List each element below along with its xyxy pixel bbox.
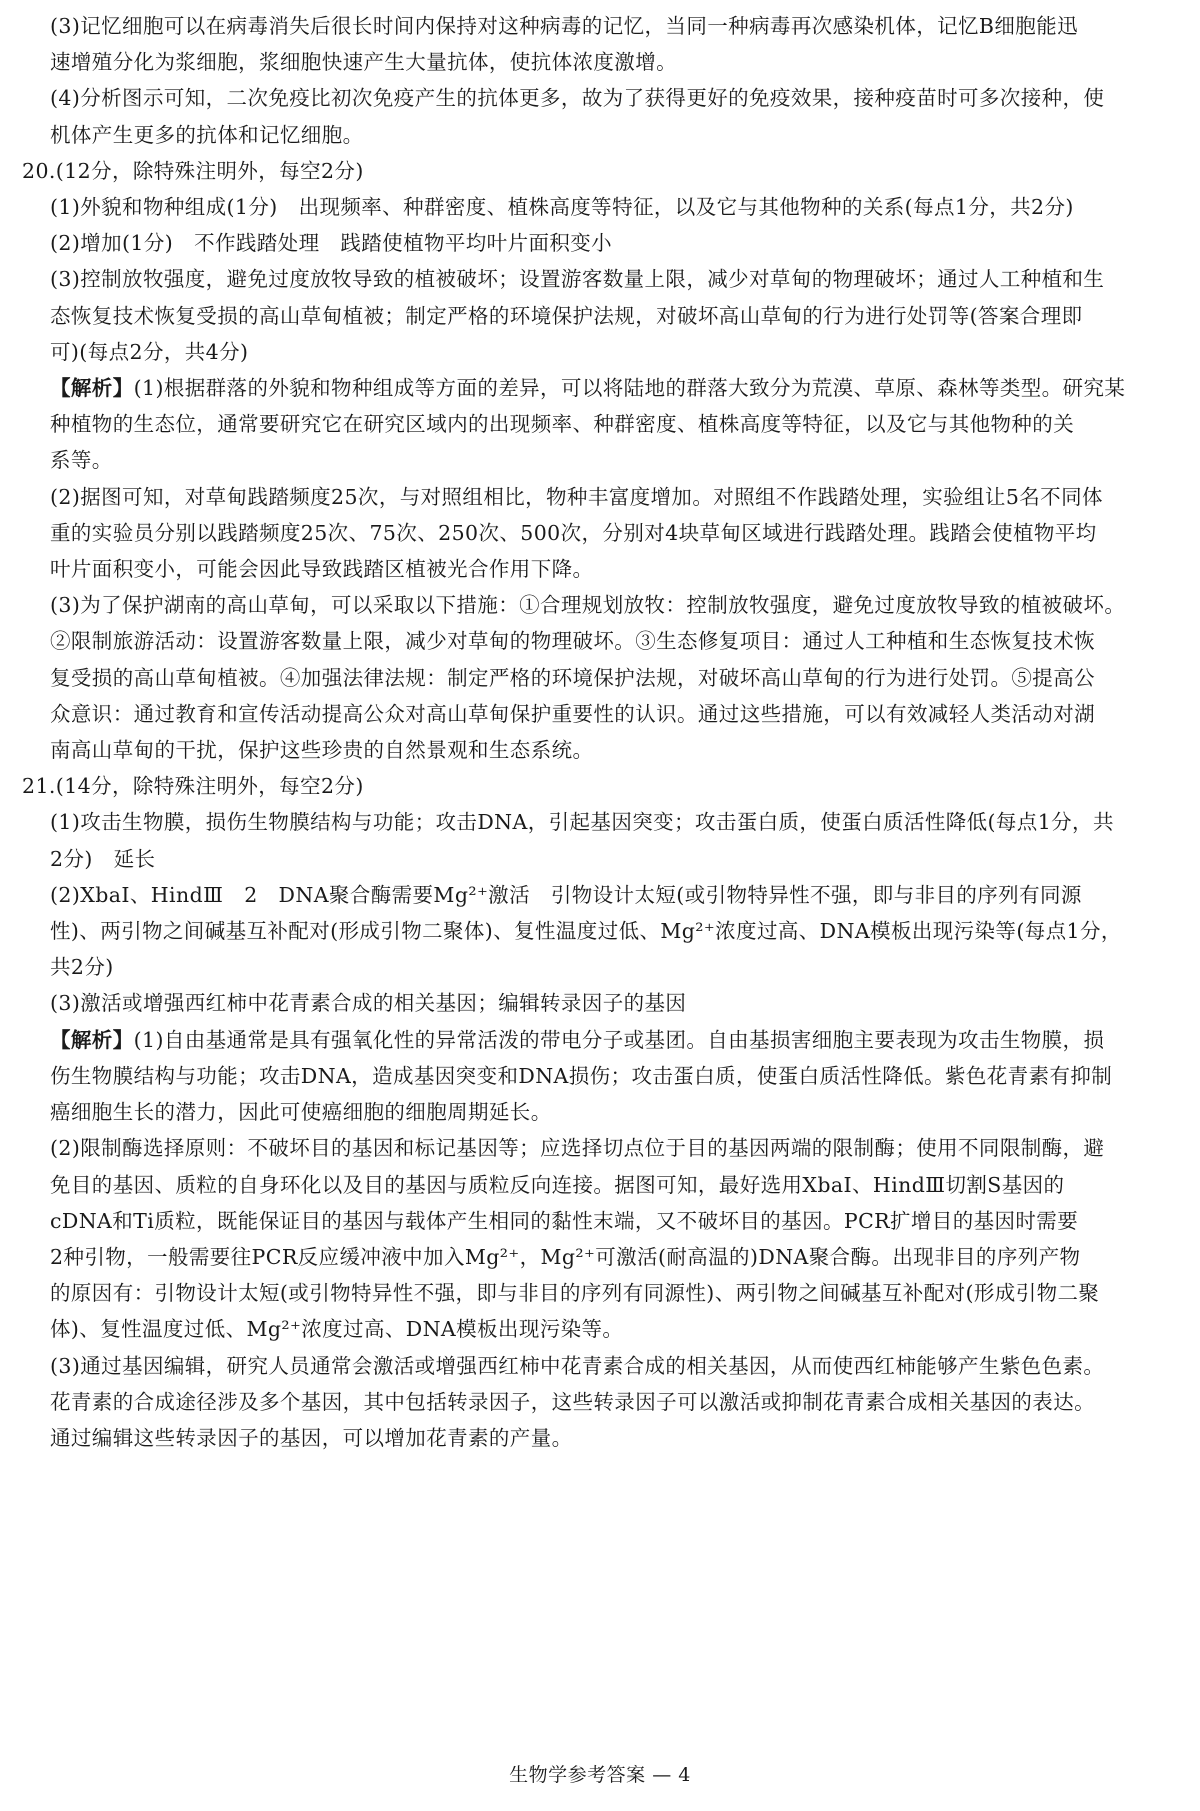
line-text: (4)分析图示可知，二次免疫比初次免疫产生的抗体更多，故为了获得更好的免疫效果，接种疫苗时可多次接种，使 [50,86,1105,111]
line-text: (3)控制放牧强度，避免过度放牧导致的植被破坏；设置游客数量上限，减少对草甸的物理破坏；通过人工种植和生 [50,267,1105,292]
line-text: (3)通过基因编辑，研究人员通常会激活或增强西红柿中花青素合成的相关基因，从而使西红柿能够产生紫色色素。 [50,1353,1105,1378]
text-line [22,587,1172,623]
line-text: 可)(每点2分，共4分) [50,339,249,364]
text-line [22,1203,1172,1239]
text-line [22,841,1172,877]
line-text: (2)增加(1分) 不作践踏处理 践踏使植物平均叶片面积变小 [50,231,613,256]
text-line [22,623,1172,659]
text-line [22,660,1172,696]
text-line [22,1311,1172,1347]
line-text: 南高山草甸的干扰，保护这些珍贵的自然景观和生态系统。 [50,738,594,763]
text-line [22,732,1172,768]
line-text: 伤生物膜结构与功能；攻击DNA，造成基因突变和DNA损伤；攻击蛋白质，使蛋白质活性降低。紫色花青素有抑制 [50,1063,1113,1088]
text-line [22,1022,1172,1058]
text-line [22,696,1172,732]
line-text: 种植物的生态位，通常要研究它在研究区域内的出现频率、种群密度、植株高度等特征，以及它与其他物种的关 [50,412,1075,437]
text-line [22,949,1172,985]
line-text: 花青素的合成途径涉及多个基因，其中包括转录因子，这些转录因子可以激活或抑制花青素合成相关基因的表达。 [50,1389,1095,1414]
line-text: (1)攻击生物膜，损伤生物膜结构与功能；攻击DNA，引起基因突变；攻击蛋白质，使蛋白质活性降低(每点1分，共 [50,810,1114,835]
text-line [22,334,1172,370]
line-text: 免目的基因、质粒的自身环化以及目的基因与质粒反向连接。据图可知，最好选用XbaⅠ、HindⅢ切割S基因的 [50,1172,1065,1197]
text-line [22,261,1172,297]
text-line [22,1384,1172,1420]
text-line [22,1167,1172,1203]
text-line [22,44,1172,80]
text-line [22,1094,1172,1130]
line-text: 通过编辑这些转录因子的基因，可以增加花青素的产量。 [50,1425,573,1450]
line-text: (3)激活或增强西红柿中花青素合成的相关基因；编辑转录因子的基因 [50,991,687,1016]
text-line [22,768,1172,804]
text-line [22,298,1172,334]
line-text: (3)记忆细胞可以在病毒消失后很长时间内保持对这种病毒的记忆，当同一种病毒再次感染机体，记忆B细胞能迅 [50,14,1078,38]
analysis-tag: 【解析】 [50,376,134,401]
line-text: 20.(12分，除特殊注明外，每空2分) [22,158,364,183]
line-text: (2)据图可知，对草甸践踏频度25次，与对照组相比，物种丰富度增加。对照组不作践踏处理，实验组让5名不同体 [50,484,1103,509]
text-line [22,877,1172,913]
line-text: 共2分) [50,955,114,980]
text-line [22,406,1172,442]
text-line [22,515,1172,551]
line-text: (2)限制酶选择原则：不破坏目的基因和标记基因等；应选择切点位于目的基因两端的限制酶；使用不同限制酶，避 [50,1136,1105,1161]
line-text: 性)、两引物之间碱基互补配对(形成引物二聚体)、复性温度过低、Mg²⁺浓度过高、DNA模板出现污染等(每点1分， [50,919,1122,944]
text-line [22,442,1172,478]
text-line [22,1058,1172,1094]
line-text: (1)根据群落的外貌和物种组成等方面的差异，可以将陆地的群落大致分为荒漠、草原、森林等类型。研究某 [133,376,1126,401]
text-line [22,1348,1172,1384]
text-line [22,370,1172,406]
page-footer: 生物学参考答案 — 4 [509,1764,691,1786]
text-line [22,551,1172,587]
text-line [22,117,1172,153]
line-text: 态恢复技术恢复受损的高山草甸植被；制定严格的环境保护法规，对破坏高山草甸的行为进行处罚等(答案合理即 [50,303,1083,328]
text-line [22,153,1172,189]
text-line [22,913,1172,949]
line-text: 众意识：通过教育和宣传活动提高公众对高山草甸保护重要性的认识。通过这些措施，可以有效减轻人类活动对湖 [50,701,1095,726]
line-text: 重的实验员分别以践踏频度25次、75次、250次、500次，分别对4块草甸区域进行践踏处理。践踏会使植物平均 [50,520,1097,545]
line-text: 的原因有：引物设计太短(或引物特异性不强，即与非目的序列有同源性)、两引物之间碱基互补配对(形成引物二聚 [50,1281,1100,1306]
analysis-tag: 【解析】 [50,1027,134,1052]
text-line [22,80,1172,116]
line-text: (1)自由基通常是具有强氧化性的异常活泼的带电分子或基团。自由基损害细胞主要表现为攻击生物膜，损 [133,1027,1105,1052]
text-line [22,1275,1172,1311]
line-text: (1)外貌和物种组成(1分) 出现频率、种群密度、植株高度等特征，以及它与其他物种的关系(每点1分，共2分) [50,195,1074,220]
line-text: 2种引物，一般需要往PCR反应缓冲液中加入Mg²⁺，Mg²⁺可激活(耐高温的)DNA聚合酶。出现非目的序列产物 [50,1244,1081,1269]
line-text: 系等。 [50,448,113,473]
line-text: ②限制旅游活动：设置游客数量上限，减少对草甸的物理破坏。③生态修复项目：通过人工种植和生态恢复技术恢 [50,629,1095,654]
line-text: cDNA和Ti质粒，既能保证目的基因与载体产生相同的黏性末端，又不破坏目的基因。PCR扩增目的基因时需要 [50,1208,1079,1233]
line-text: 2分) 延长 [50,846,156,871]
line-text: (3)为了保护湖南的高山草甸，可以采取以下措施：①合理规划放牧：控制放牧强度，避免过度放牧导致的植被破坏。 [50,593,1126,618]
line-text: 癌细胞生长的潜力，因此可使癌细胞的细胞周期延长。 [50,1100,552,1125]
text-line [22,1130,1172,1166]
text-line [22,479,1172,515]
text-line [22,8,1172,44]
line-text: 复受损的高山草甸植被。④加强法律法规：制定严格的环境保护法规，对破坏高山草甸的行为进行处罚。⑤提高公 [50,665,1095,690]
line-text: 体)、复性温度过低、Mg²⁺浓度过高、DNA模板出现污染等。 [50,1317,624,1342]
text-line [22,985,1172,1021]
text-line [22,804,1172,840]
line-text: (2)XbaⅠ、HindⅢ 2 DNA聚合酶需要Mg²⁺激活 引物设计太短(或引物特异性不强，即与非目的序列有同源 [50,882,1082,907]
answer-page [22,8,1172,1456]
line-text: 叶片面积变小，可能会因此导致践踏区植被光合作用下降。 [50,557,594,582]
line-text: 速增殖分化为浆细胞，浆细胞快速产生大量抗体，使抗体浓度激增。 [50,50,677,75]
text-line [22,225,1172,261]
text-line [22,1239,1172,1275]
line-text: 机体产生更多的抗体和记忆细胞。 [50,122,364,147]
text-line [22,1420,1172,1456]
line-text: 21.(14分，除特殊注明外，每空2分) [22,774,364,799]
text-line [22,189,1172,225]
